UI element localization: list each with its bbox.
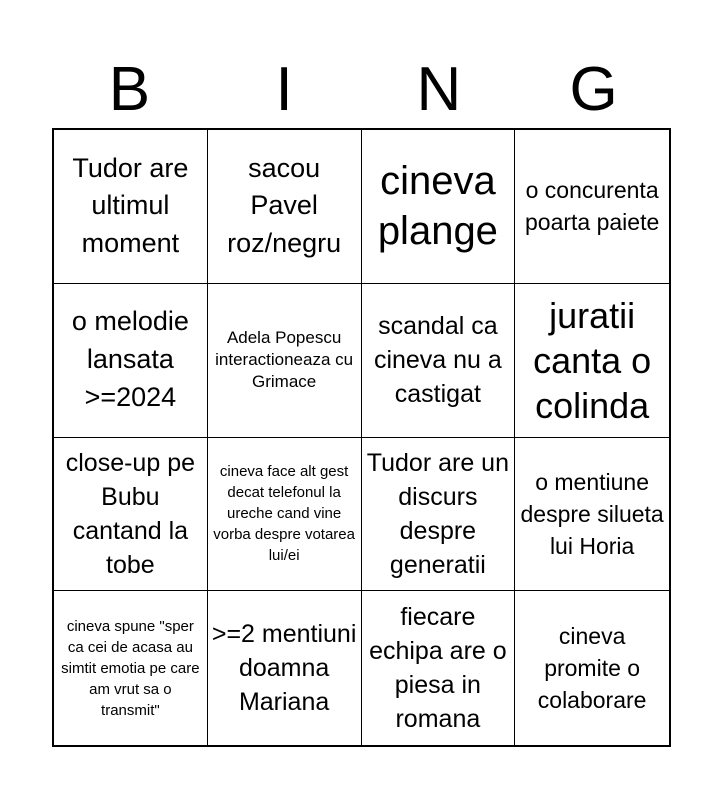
cell-text: fiecare echipa are o piesa in romana bbox=[369, 603, 507, 734]
bingo-cell-r4-c2[interactable] bbox=[208, 591, 362, 745]
cell-text: o melodie lansata >=2024 bbox=[71, 306, 189, 413]
cell-text: cineva plange bbox=[377, 159, 498, 254]
bingo-cell-r4-c3[interactable] bbox=[362, 591, 516, 745]
cell-text: >=2 mentiuni doamna Mariana bbox=[211, 620, 357, 717]
bingo-cell-r1-c2[interactable] bbox=[208, 130, 362, 284]
bingo-cell-r4-c1[interactable] bbox=[54, 591, 208, 745]
bingo-cell-r3-c3[interactable] bbox=[362, 438, 516, 592]
cell-text: Tudor are ultimul moment bbox=[72, 152, 189, 259]
bingo-cell-r2-c1[interactable] bbox=[54, 284, 208, 438]
bingo-cell-r2-c3[interactable] bbox=[362, 284, 516, 438]
header-letter-b: B bbox=[108, 55, 151, 124]
cell-text: cineva face alt gest decat telefonul la ureche cand vine vorba despre votarea lui/ei bbox=[213, 463, 355, 565]
header-letter-i: I bbox=[275, 55, 293, 124]
bingo-board bbox=[52, 128, 671, 747]
bingo-cell-r1-c3[interactable] bbox=[362, 130, 516, 284]
cell-text: o concurenta poarta paiete bbox=[524, 177, 660, 236]
bingo-header bbox=[52, 52, 671, 128]
cell-text: o mentiune despre silueta lui Horia bbox=[520, 468, 664, 559]
bingo-cell-r3-c2[interactable] bbox=[208, 438, 362, 592]
bingo-cell-r1-c4[interactable] bbox=[515, 130, 669, 284]
cell-text: scandal ca cineva nu a castigat bbox=[373, 312, 502, 409]
cell-text: sacou Pavel roz/negru bbox=[227, 152, 342, 259]
header-letter-g: G bbox=[569, 55, 618, 124]
cell-text: cineva promite o colaborare bbox=[537, 622, 647, 714]
bingo-cell-r3-c4[interactable] bbox=[515, 438, 669, 592]
bingo-cell-r1-c1[interactable] bbox=[54, 130, 208, 284]
bingo-cell-r3-c1[interactable] bbox=[54, 438, 208, 592]
cell-text: close-up pe Bubu cantand la tobe bbox=[65, 448, 195, 579]
cell-text: Tudor are un discurs despre generatii bbox=[366, 448, 509, 579]
header-letter-n: N bbox=[416, 55, 462, 124]
bingo-cell-r2-c2[interactable] bbox=[208, 284, 362, 438]
bingo-cell-r4-c4[interactable] bbox=[515, 591, 669, 745]
cell-text: cineva spune "sper ca cei de acasa au simtit emotia pe care am vrut sa o transmit" bbox=[61, 617, 200, 719]
bingo-cell-r2-c4[interactable] bbox=[515, 284, 669, 438]
cell-text: juratii canta o colinda bbox=[533, 294, 652, 426]
cell-text: Adela Popescu interactioneaza cu Grimace bbox=[215, 327, 354, 392]
